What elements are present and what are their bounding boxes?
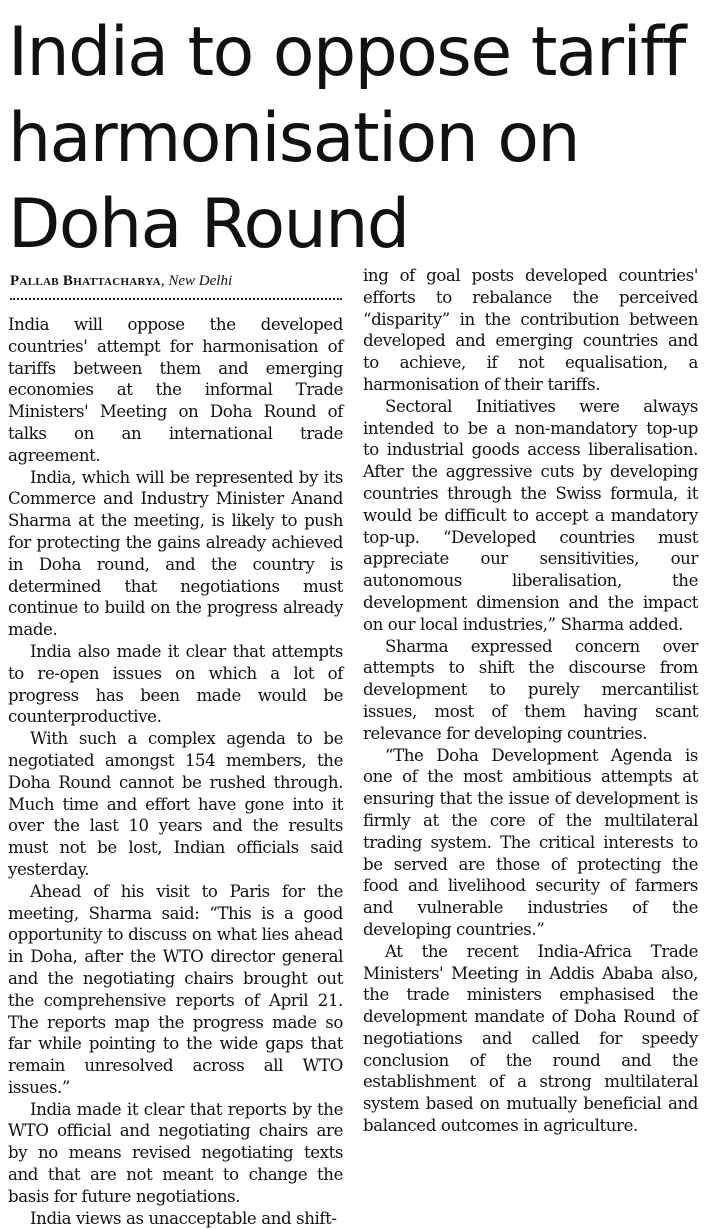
paragraph: Sharma expressed concern over attempts to shift the discourse from development to purely mercantilist issues, most of them having scant relevance for developing countries. — [363, 636, 698, 743]
article-headline: India to oppose tariff harmonisation on Doha Round — [8, 13, 685, 264]
paragraph: India also made it clear that attempts to re-open issues on which a lot of progress has been made would be counterproductive. — [8, 641, 343, 727]
article-column-right — [363, 265, 698, 1137]
byline-author: Pallab Bhattacharya — [10, 273, 161, 289]
paragraph: India made it clear that reports by the WTO official and negotiating chairs are by no means revised negotiating texts and that are not meant to change the basis for future negotiations. — [8, 1099, 343, 1206]
paragraph: “The Doha Development Agenda is one of the most ambitious attempts at ensuring that the issue of development is firmly at the core of the multilateral trading system. The critical interests to be served are those of protecting the food and livelihood security of farmers and vulnerable industries of the developing countries.” — [363, 745, 698, 939]
byline-separator: , — [160, 273, 169, 289]
paragraph: Ahead of his visit to Paris for the meeting, Sharma said: “This is a good opportunity to discuss on what lies ahead in Doha, after the WTO director general and the negotiating chairs brought out the comprehensive reports of April 21. The reports map the progress made so far while pointing to the wide gaps that remain unresolved across all WTO issues.” — [8, 881, 343, 1097]
paragraph: Sectoral Initiatives were always intended to be a non-mandatory top-up to industrial goods access liberalisation. After the aggressive cuts by developing countries through the Swiss formula, it would be difficult to accept a mandatory top-up. “Developed countries must appreciate our sensitivities, our autonomous liberalisation, the development dimension and the impact on our local industries,” Sharma added. — [363, 396, 698, 634]
byline-location: New Delhi — [168, 273, 233, 289]
article-column-left — [8, 314, 343, 1229]
paragraph: With such a complex agenda to be negotiated amongst 154 members, the Doha Round cannot be rushed through. Much time and effort have gone into it over the last 10 years and the results must not be lost, Indian officials said yesterday. — [8, 729, 343, 879]
paragraph: India will oppose the developed countries' attempt for harmonisation of tariffs between them and emerging economies at the informal Trade Ministers' Meeting on Doha Round of talks on an international trade agreement. — [8, 315, 343, 465]
byline — [10, 272, 345, 290]
paragraph: ing of goal posts developed countries' efforts to rebalance the perceived “disparity” in the contribution between developed and emerging countries and to achieve, if not equalisation, a harmonisation of their tariffs. — [363, 266, 698, 394]
byline-divider — [10, 298, 342, 300]
paragraph: India, which will be represented by its Commerce and Industry Minister Anand Sharma at the meeting, is likely to push for protecting the gains already achieved in Doha round, and the country is determined that negotiations must continue to build on the progress already made. — [8, 467, 343, 640]
paragraph: At the recent India-Africa Trade Ministers' Meeting in Addis Ababa also, the trade ministers emphasised the development mandate of Doha Round of negotiations and called for speedy conclusion of the round and the establishment of a strong multilateral system based on mutually beneficial and balanced outcomes in agriculture. — [363, 941, 698, 1136]
paragraph: India views as unacceptable and shift- — [30, 1208, 337, 1228]
